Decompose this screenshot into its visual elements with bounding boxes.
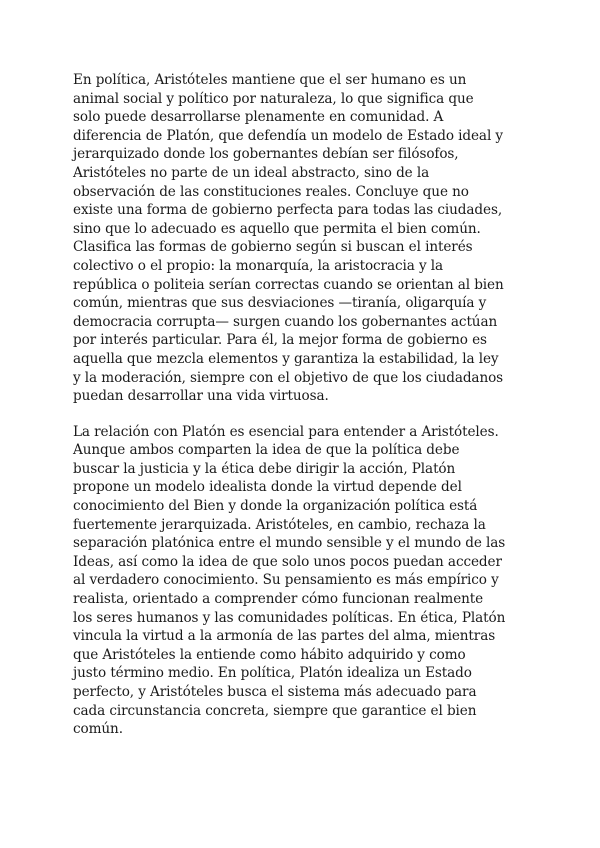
text-line: sino que lo adecuado es aquello que permita el bien común.: [73, 220, 481, 237]
text-line: vincula la virtud a la armonía de las partes del alma, mientras: [73, 628, 496, 645]
text-line: Aunque ambos comparten la idea de que la política debe: [73, 442, 460, 459]
text-line: y la moderación, siempre con el objetivo de que los ciudadanos: [73, 369, 504, 386]
text-line: realista, orientado a comprender cómo funcionan realmente: [73, 591, 484, 608]
text-line: colectivo o el propio: la monarquía, la aristocracia y la: [73, 257, 443, 274]
document-body: [73, 71, 535, 739]
text-line: existe una forma de gobierno perfecta para todas las ciudades,: [73, 202, 503, 219]
text-line: jerarquizado donde los gobernantes debían ser filósofos,: [73, 146, 459, 163]
text-line: puedan desarrollar una vida virtuosa.: [73, 388, 329, 405]
text-line: que Aristóteles la entiende como hábito adquirido y como: [73, 646, 466, 663]
text-line: al verdadero conocimiento. Su pensamiento es más empírico y: [73, 572, 499, 589]
text-line: por interés particular. Para él, la mejor forma de gobierno es: [73, 332, 487, 349]
text-line: justo término medio. En política, Platón idealiza un Estado: [73, 665, 472, 682]
text-line: común, mientras que sus desviaciones —tiranía, oligarquía y: [73, 295, 487, 312]
text-line: los seres humanos y las comunidades políticas. En ética, Platón: [73, 609, 506, 626]
text-line: Aristóteles no parte de un ideal abstracto, sino de la: [73, 164, 430, 181]
text-line: fuertemente jerarquizada. Aristóteles, en cambio, rechaza la: [73, 516, 486, 533]
text-line: diferencia de Platón, que defendía un modelo de Estado ideal y: [73, 127, 503, 144]
text-line: buscar la justicia y la ética debe dirigir la acción, Platón: [73, 460, 456, 477]
text-line: En política, Aristóteles mantiene que el ser humano es un: [73, 72, 467, 88]
text-line: común.: [73, 721, 123, 738]
text-line: Ideas, así como la idea de que solo unos pocos puedan acceder: [73, 553, 502, 570]
text-line: democracia corrupta— surgen cuando los gobernantes actúan: [73, 313, 498, 330]
text-line: conocimiento del Bien y donde la organización política está: [73, 498, 478, 515]
text-line: La relación con Platón es esencial para entender a Aristóteles.: [73, 423, 499, 440]
text-line: separación platónica entre el mundo sensible y el mundo de las: [73, 535, 506, 552]
text-line: perfecto, y Aristóteles busca el sistema más adecuado para: [73, 684, 477, 700]
text-line: Clasifica las formas de gobierno según si buscan el interés: [73, 239, 473, 256]
text-line: animal social y político por naturaleza, lo que significa que: [73, 90, 474, 107]
text-line: aquella que mezcla elementos y garantiza la estabilidad, la ley: [73, 350, 499, 367]
text-line: observación de las constituciones reales. Concluye que no: [73, 183, 469, 200]
text-line: república o politeia serían correctas cuando se orientan al bien: [73, 276, 504, 293]
text-line: propone un modelo idealista donde la virtud depende del: [73, 479, 462, 496]
text-line: solo puede desarrollarse plenamente en comunidad. A: [73, 109, 444, 126]
paragraph-1: [73, 71, 535, 406]
text-line: cada circunstancia concreta, siempre que garantice el bien: [73, 702, 477, 719]
paragraph-2: [73, 423, 535, 739]
